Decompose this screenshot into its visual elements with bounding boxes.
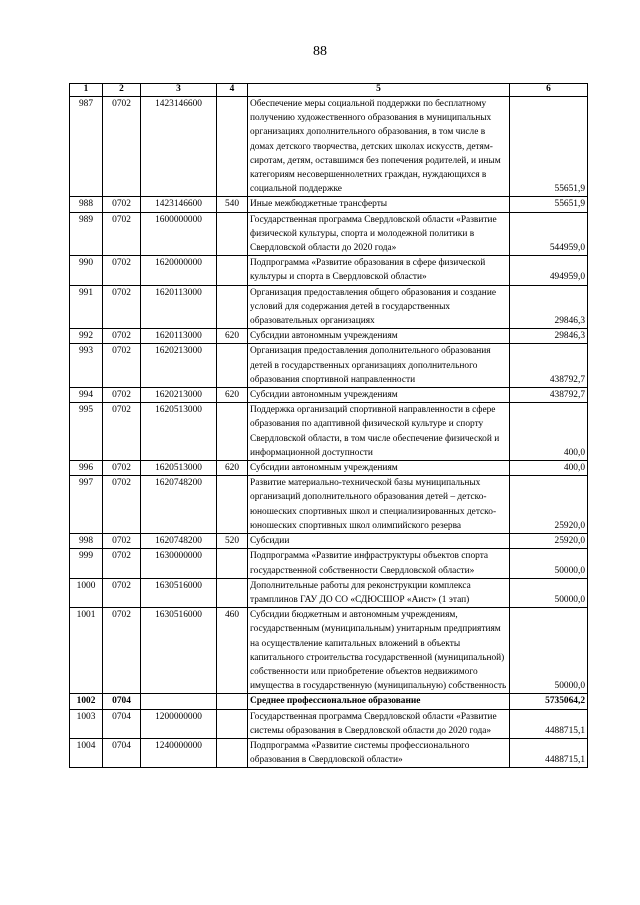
header-cell: 6	[510, 84, 588, 97]
expense-type-cell	[217, 344, 248, 388]
table-row	[70, 403, 588, 461]
amount-cell: 25920,0	[510, 476, 588, 534]
page-number: 88	[313, 44, 327, 59]
item-name-cell: Среднее профессиональное образование	[248, 694, 510, 709]
expense-type-cell: 620	[217, 461, 248, 476]
expense-type-cell	[217, 549, 248, 578]
row-number-cell: 1002	[70, 694, 103, 709]
header-cell: 1	[70, 84, 103, 97]
expense-type-cell	[217, 738, 248, 767]
table-row	[70, 694, 588, 709]
amount-cell: 29846,3	[510, 329, 588, 344]
section-code-cell: 0702	[103, 285, 141, 329]
section-code-cell: 0702	[103, 197, 141, 212]
expense-type-cell	[217, 709, 248, 738]
item-name-cell: Государственная программа Свердловской области «Развитие системы образования в Свердловской области до 2020 года»	[248, 709, 510, 738]
table-row	[70, 534, 588, 549]
section-code-cell: 0702	[103, 476, 141, 534]
section-code-cell: 0702	[103, 212, 141, 256]
row-number-cell: 992	[70, 329, 103, 344]
expense-type-cell: 460	[217, 608, 248, 694]
table-row	[70, 709, 588, 738]
section-code-cell: 0702	[103, 329, 141, 344]
target-code-cell: 1620000000	[141, 256, 217, 285]
section-code-cell: 0702	[103, 534, 141, 549]
expense-type-cell	[217, 285, 248, 329]
expense-type-cell: 620	[217, 388, 248, 403]
target-code-cell: 1620213000	[141, 388, 217, 403]
header-cell: 3	[141, 84, 217, 97]
item-name-cell: Подпрограмма «Развитие системы профессионального образования в Свердловской области»	[248, 738, 510, 767]
row-number-cell: 993	[70, 344, 103, 388]
section-code-cell: 0702	[103, 344, 141, 388]
target-code-cell: 1630516000	[141, 608, 217, 694]
target-code-cell: 1620213000	[141, 344, 217, 388]
amount-cell: 25920,0	[510, 534, 588, 549]
table-row	[70, 608, 588, 694]
expense-type-cell: 520	[217, 534, 248, 549]
row-number-cell: 987	[70, 97, 103, 197]
target-code-cell: 1423146600	[141, 197, 217, 212]
section-code-cell: 0702	[103, 608, 141, 694]
target-code-cell: 1620748200	[141, 534, 217, 549]
expense-type-cell	[217, 97, 248, 197]
row-number-cell: 988	[70, 197, 103, 212]
target-code-cell	[141, 694, 217, 709]
amount-cell: 5735064,2	[510, 694, 588, 709]
item-name-cell: Развитие материально-технической базы муниципальных организаций дополнительного образования детей – детско-юношеских спортивных школ и специализированных детско-юношеских спортивных школ олимпийского резерва	[248, 476, 510, 534]
budget-table	[69, 83, 588, 768]
header-cell: 2	[103, 84, 141, 97]
row-number-cell: 998	[70, 534, 103, 549]
target-code-cell: 1200000000	[141, 709, 217, 738]
expense-type-cell: 620	[217, 329, 248, 344]
row-number-cell: 995	[70, 403, 103, 461]
target-code-cell: 1620513000	[141, 461, 217, 476]
amount-cell: 4488715,1	[510, 738, 588, 767]
table-row	[70, 476, 588, 534]
table-row	[70, 738, 588, 767]
section-code-cell: 0702	[103, 97, 141, 197]
amount-cell: 400,0	[510, 461, 588, 476]
row-number-cell: 1001	[70, 608, 103, 694]
item-name-cell: Организация предоставления дополнительного образования детей в государственных организациях дополнительного образования спортивной направленности	[248, 344, 510, 388]
item-name-cell: Подпрограмма «Развитие инфраструктуры объектов спорта государственной собственности Свердловской области»	[248, 549, 510, 578]
expense-type-cell	[217, 476, 248, 534]
target-code-cell: 1630000000	[141, 549, 217, 578]
item-name-cell: Иные межбюджетные трансферты	[248, 197, 510, 212]
expense-type-cell	[217, 256, 248, 285]
header-cell: 4	[217, 84, 248, 97]
row-number-cell: 997	[70, 476, 103, 534]
item-name-cell: Обеспечение меры социальной поддержки по бесплатному получению художественного образования в муниципальных организациях дополнительного образования, в том числе в домах детского творчества, детских школах искусств, детям-сиротам, детям, оставшимся без попечения родителей, и иным категориям несовершеннолетних граждан, нуждающихся в социальной поддержке	[248, 97, 510, 197]
amount-cell: 29846,3	[510, 285, 588, 329]
target-code-cell: 1620113000	[141, 285, 217, 329]
amount-cell: 55651,9	[510, 97, 588, 197]
amount-cell: 438792,7	[510, 388, 588, 403]
target-code-cell: 1423146600	[141, 97, 217, 197]
section-code-cell: 0704	[103, 694, 141, 709]
target-code-cell: 1620113000	[141, 329, 217, 344]
expense-type-cell	[217, 403, 248, 461]
item-name-cell: Поддержка организаций спортивной направленности в сфере образования по адаптивной физической культуре и спорту Свердловской области, в том числе обеспечение физической и информационной доступности	[248, 403, 510, 461]
table-row	[70, 578, 588, 607]
expense-type-cell: 540	[217, 197, 248, 212]
section-code-cell: 0704	[103, 738, 141, 767]
table-body	[70, 97, 588, 768]
table-row	[70, 97, 588, 197]
target-code-cell: 1620748200	[141, 476, 217, 534]
section-code-cell: 0702	[103, 256, 141, 285]
item-name-cell: Организация предоставления общего образования и создание условий для содержания детей в государственных образовательных организациях	[248, 285, 510, 329]
table-row	[70, 285, 588, 329]
expense-type-cell	[217, 694, 248, 709]
section-code-cell: 0702	[103, 388, 141, 403]
expense-type-cell	[217, 578, 248, 607]
amount-cell: 438792,7	[510, 344, 588, 388]
target-code-cell: 1630516000	[141, 578, 217, 607]
section-code-cell: 0702	[103, 461, 141, 476]
amount-cell: 544959,0	[510, 212, 588, 256]
table-row	[70, 212, 588, 256]
amount-cell: 494959,0	[510, 256, 588, 285]
row-number-cell: 1000	[70, 578, 103, 607]
table-row	[70, 256, 588, 285]
expense-type-cell	[217, 212, 248, 256]
item-name-cell: Субсидии автономным учреждениям	[248, 388, 510, 403]
amount-cell: 55651,9	[510, 197, 588, 212]
header-cell: 5	[248, 84, 510, 97]
item-name-cell: Дополнительные работы для реконструкции комплекса трамплинов ГАУ ДО СО «СДЮСШОР «Аист» (1 этап)	[248, 578, 510, 607]
table-row	[70, 549, 588, 578]
target-code-cell: 1620513000	[141, 403, 217, 461]
table-header-row	[70, 84, 588, 97]
section-code-cell: 0702	[103, 403, 141, 461]
amount-cell: 400,0	[510, 403, 588, 461]
row-number-cell: 996	[70, 461, 103, 476]
row-number-cell: 991	[70, 285, 103, 329]
row-number-cell: 990	[70, 256, 103, 285]
target-code-cell: 1240000000	[141, 738, 217, 767]
item-name-cell: Субсидии бюджетным и автономным учреждениям, государственным (муниципальным) унитарным предприятиям на осуществление капитальных вложений в объекты капитального строительства государственной (муниципальной) собственности или приобретение объектов недвижимого имущества в государственную (муниципальную) собственность	[248, 608, 510, 694]
amount-cell: 50000,0	[510, 549, 588, 578]
amount-cell: 50000,0	[510, 608, 588, 694]
amount-cell: 50000,0	[510, 578, 588, 607]
item-name-cell: Государственная программа Свердловской области «Развитие физической культуры, спорта и молодежной политики в Свердловской области до 2020 года»	[248, 212, 510, 256]
row-number-cell: 989	[70, 212, 103, 256]
table-row	[70, 461, 588, 476]
item-name-cell: Субсидии автономным учреждениям	[248, 461, 510, 476]
target-code-cell: 1600000000	[141, 212, 217, 256]
amount-cell: 4488715,1	[510, 709, 588, 738]
table-row	[70, 197, 588, 212]
item-name-cell: Субсидии автономным учреждениям	[248, 329, 510, 344]
table-row	[70, 329, 588, 344]
section-code-cell: 0702	[103, 549, 141, 578]
row-number-cell: 1003	[70, 709, 103, 738]
section-code-cell: 0702	[103, 578, 141, 607]
row-number-cell: 994	[70, 388, 103, 403]
item-name-cell: Субсидии	[248, 534, 510, 549]
row-number-cell: 1004	[70, 738, 103, 767]
row-number-cell: 999	[70, 549, 103, 578]
table-row	[70, 388, 588, 403]
section-code-cell: 0704	[103, 709, 141, 738]
table-row	[70, 344, 588, 388]
item-name-cell: Подпрограмма «Развитие образования в сфере физической культуры и спорта в Свердловской области»	[248, 256, 510, 285]
